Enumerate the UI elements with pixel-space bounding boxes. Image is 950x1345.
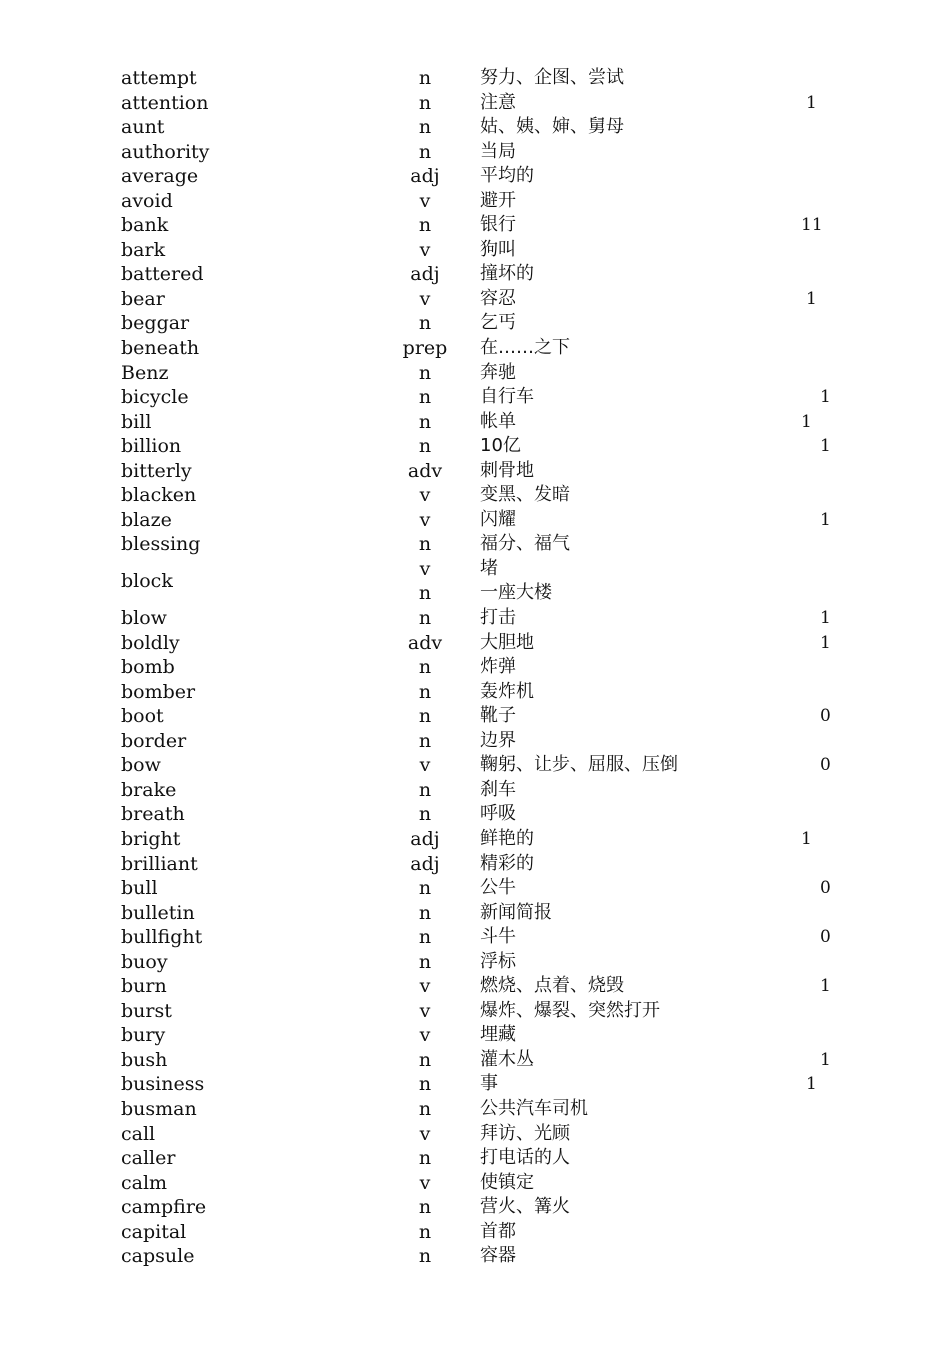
headword: attention (121, 91, 209, 114)
chinese-meaning: 呼吸 (480, 803, 516, 825)
chinese-meaning: 轰炸机 (480, 680, 534, 702)
part-of-speech: n (418, 386, 432, 409)
chinese-meaning: 帐单 (480, 410, 516, 432)
sense (0, 581, 950, 606)
headword: bill (121, 410, 152, 433)
part-of-speech: n (418, 1147, 432, 1170)
sense (0, 655, 950, 680)
headword: bush (121, 1048, 168, 1071)
table-row (0, 1072, 950, 1097)
table-row (0, 999, 950, 1024)
sense (0, 1023, 950, 1048)
count-value: 1 (820, 976, 831, 997)
count-value: 1 (801, 411, 812, 432)
part-of-speech: n (418, 729, 432, 752)
sense (0, 508, 950, 533)
count-value: 1 (806, 288, 817, 309)
headword: average (121, 165, 199, 188)
part-of-speech: n (418, 705, 432, 728)
part-of-speech: v (419, 557, 431, 580)
table-row (0, 189, 950, 214)
headword: boldly (121, 631, 180, 654)
table-row (0, 778, 950, 803)
part-of-speech: n (418, 1220, 432, 1243)
headword: block (121, 569, 173, 592)
headword: aunt (121, 116, 165, 139)
headword: bulletin (121, 901, 195, 924)
headword: blacken (121, 484, 197, 507)
chinese-meaning: 10亿 (480, 435, 521, 457)
part-of-speech: v (419, 1024, 431, 1047)
chinese-meaning: 灌木丛 (480, 1048, 534, 1070)
part-of-speech: adv (407, 459, 443, 482)
table-row (0, 115, 950, 140)
part-of-speech: n (418, 680, 432, 703)
table-row (0, 164, 950, 189)
part-of-speech: v (419, 238, 431, 261)
chinese-meaning: 当局 (480, 140, 516, 162)
sense (0, 680, 950, 705)
part-of-speech: n (418, 1245, 432, 1268)
headword: attempt (121, 67, 197, 89)
table-row (0, 385, 950, 410)
table-row (0, 66, 950, 91)
chinese-meaning: 变黑、发暗 (480, 484, 570, 506)
chinese-meaning: 首都 (480, 1220, 516, 1242)
table-row (0, 802, 950, 827)
chinese-meaning: 努力、企图、尝试 (480, 67, 624, 88)
part-of-speech: v (419, 1171, 431, 1194)
headword: busman (121, 1097, 197, 1120)
table-row (0, 410, 950, 435)
table-row (0, 262, 950, 287)
chinese-meaning: 姑、姨、婶、舅母 (480, 116, 624, 138)
sense (0, 876, 950, 901)
chinese-meaning: 精彩的 (480, 852, 534, 874)
part-of-speech: adj (410, 852, 440, 875)
chinese-meaning: 刹车 (480, 778, 516, 800)
chinese-meaning: 福分、福气 (480, 533, 570, 555)
part-of-speech: n (418, 214, 432, 237)
chinese-meaning: 自行车 (480, 386, 534, 408)
count-value: 11 (801, 215, 823, 236)
vocabulary-table (0, 66, 950, 1269)
table-row (0, 753, 950, 778)
count-value: 1 (820, 1049, 831, 1070)
sense (0, 189, 950, 214)
table-row (0, 1220, 950, 1245)
headword: battered (121, 263, 204, 286)
chinese-meaning: 狗叫 (480, 238, 516, 260)
sense (0, 1048, 950, 1073)
part-of-speech: n (418, 116, 432, 139)
part-of-speech: n (418, 803, 432, 826)
part-of-speech: n (418, 950, 432, 973)
headword: avoid (121, 189, 173, 212)
table-row (0, 1048, 950, 1073)
chinese-meaning: 鞠躬、让步、屈服、压倒 (480, 754, 678, 776)
table-row (0, 974, 950, 999)
headword: bright (121, 827, 181, 850)
chinese-meaning: 银行 (480, 214, 516, 236)
sense (0, 1146, 950, 1171)
headword: bow (121, 754, 161, 777)
part-of-speech: n (418, 312, 432, 335)
part-of-speech: adv (407, 631, 443, 654)
part-of-speech: adj (410, 827, 440, 850)
part-of-speech: n (418, 1073, 432, 1096)
chinese-meaning: 堵 (480, 557, 498, 579)
chinese-meaning: 炸弹 (480, 656, 516, 678)
part-of-speech: v (419, 484, 431, 507)
table-row (0, 1244, 950, 1269)
headword: bank (121, 214, 169, 237)
chinese-meaning: 燃烧、点着、烧毁 (480, 975, 624, 997)
sense (0, 434, 950, 459)
sense (0, 385, 950, 410)
sense (0, 852, 950, 877)
headword: bomb (121, 656, 175, 679)
table-row (0, 1023, 950, 1048)
table-row (0, 876, 950, 901)
sense (0, 1097, 950, 1122)
chinese-meaning: 新闻简报 (480, 901, 552, 923)
count-value: 1 (820, 509, 831, 530)
table-row (0, 91, 950, 116)
chinese-meaning: 在……之下 (480, 337, 570, 359)
chinese-meaning: 闪耀 (480, 508, 516, 530)
headword: breath (121, 803, 185, 826)
chinese-meaning: 打电话的人 (480, 1147, 570, 1169)
part-of-speech: n (418, 877, 432, 900)
part-of-speech: n (418, 435, 432, 458)
headword: capsule (121, 1245, 195, 1268)
sense (0, 925, 950, 950)
chinese-meaning: 撞坏的 (480, 263, 534, 285)
part-of-speech: v (419, 508, 431, 531)
headword: blow (121, 607, 167, 630)
sense (0, 262, 950, 287)
sense (0, 1244, 950, 1269)
part-of-speech: n (418, 1196, 432, 1219)
part-of-speech: n (418, 410, 432, 433)
count-value: 1 (820, 436, 831, 457)
table-row (0, 901, 950, 926)
part-of-speech: n (418, 361, 432, 384)
headword: call (121, 1122, 156, 1145)
table-row (0, 311, 950, 336)
headword: brilliant (121, 852, 198, 875)
chinese-meaning: 鲜艳的 (480, 827, 534, 849)
headword: beneath (121, 337, 200, 360)
sense (0, 778, 950, 803)
table-row (0, 336, 950, 361)
sense (0, 336, 950, 361)
table-row (0, 532, 950, 557)
headword: burn (121, 975, 167, 998)
headword: bicycle (121, 386, 189, 409)
count-value: 0 (820, 927, 831, 948)
sense (0, 459, 950, 484)
chinese-meaning: 使镇定 (480, 1171, 534, 1193)
table-row (0, 557, 950, 606)
part-of-speech: v (419, 999, 431, 1022)
count-value: 1 (806, 1074, 817, 1095)
count-value: 0 (820, 706, 831, 727)
headword: beggar (121, 312, 190, 335)
table-row (0, 1146, 950, 1171)
table-row (0, 950, 950, 975)
chinese-meaning: 拜访、光顾 (480, 1122, 570, 1144)
chinese-meaning: 公共汽车司机 (480, 1097, 588, 1119)
sense (0, 361, 950, 386)
table-row (0, 827, 950, 852)
sense (0, 753, 950, 778)
table-row (0, 140, 950, 165)
headword: bullfight (121, 926, 203, 949)
table-row (0, 1122, 950, 1147)
headword: bury (121, 1024, 166, 1047)
count-value: 1 (820, 608, 831, 629)
count-value: 0 (820, 755, 831, 776)
sense (0, 66, 950, 91)
part-of-speech: n (418, 140, 432, 163)
part-of-speech: n (418, 607, 432, 630)
sense (0, 164, 950, 189)
part-of-speech: n (418, 533, 432, 556)
headword: bull (121, 877, 158, 900)
chinese-meaning: 容器 (480, 1245, 516, 1267)
sense (0, 238, 950, 263)
part-of-speech: adj (410, 263, 440, 286)
table-row (0, 361, 950, 386)
part-of-speech: adj (410, 165, 440, 188)
part-of-speech: n (418, 778, 432, 801)
chinese-meaning: 埋藏 (480, 1024, 516, 1046)
chinese-meaning: 注意 (480, 91, 516, 113)
table-row (0, 434, 950, 459)
headword: bomber (121, 680, 196, 703)
headword: burst (121, 999, 172, 1022)
headword: Benz (121, 361, 169, 384)
count-value: 1 (820, 632, 831, 653)
sense (0, 704, 950, 729)
part-of-speech: n (418, 1097, 432, 1120)
table-row (0, 1195, 950, 1220)
table-row (0, 655, 950, 680)
sense (0, 557, 950, 582)
chinese-meaning: 容忍 (480, 287, 516, 309)
sense (0, 1171, 950, 1196)
chinese-meaning: 刺骨地 (480, 459, 534, 481)
table-row (0, 459, 950, 484)
sense (0, 802, 950, 827)
table-row (0, 1171, 950, 1196)
chinese-meaning: 乞丐 (480, 312, 516, 334)
sense (0, 901, 950, 926)
part-of-speech: n (418, 1048, 432, 1071)
table-row (0, 1097, 950, 1122)
chinese-meaning: 边界 (480, 729, 516, 751)
headword: calm (121, 1171, 168, 1194)
sense (0, 1220, 950, 1245)
headword: buoy (121, 950, 168, 973)
headword: border (121, 729, 187, 752)
chinese-meaning: 公牛 (480, 877, 516, 899)
sense (0, 140, 950, 165)
table-row (0, 508, 950, 533)
part-of-speech: n (418, 91, 432, 114)
sense (0, 606, 950, 631)
part-of-speech: prep (402, 337, 448, 360)
sense (0, 115, 950, 140)
sense (0, 311, 950, 336)
chinese-meaning: 大胆地 (480, 631, 534, 653)
sense (0, 974, 950, 999)
part-of-speech: v (419, 1122, 431, 1145)
count-value: 0 (820, 878, 831, 899)
count-value: 1 (806, 92, 817, 113)
headword: campfire (121, 1196, 207, 1219)
table-row (0, 238, 950, 263)
chinese-meaning: 避开 (480, 189, 516, 211)
part-of-speech: v (419, 189, 431, 212)
headword: business (121, 1073, 205, 1096)
part-of-speech: n (418, 926, 432, 949)
sense (0, 729, 950, 754)
count-value: 1 (820, 387, 831, 408)
count-value: 1 (801, 828, 812, 849)
part-of-speech: v (419, 754, 431, 777)
part-of-speech: n (418, 67, 432, 89)
table-row (0, 680, 950, 705)
table-row (0, 729, 950, 754)
sense (0, 950, 950, 975)
part-of-speech: v (419, 975, 431, 998)
chinese-meaning: 打击 (480, 607, 516, 629)
sense (0, 532, 950, 557)
table-row (0, 213, 950, 238)
table-row (0, 606, 950, 631)
table-row (0, 852, 950, 877)
table-row (0, 925, 950, 950)
part-of-speech: n (418, 656, 432, 679)
part-of-speech: n (418, 582, 432, 605)
sense (0, 999, 950, 1024)
chinese-meaning: 奔驰 (480, 361, 516, 383)
headword: blessing (121, 533, 201, 556)
chinese-meaning: 一座大楼 (480, 582, 552, 604)
chinese-meaning: 浮标 (480, 950, 516, 972)
table-row (0, 483, 950, 508)
chinese-meaning: 爆炸、爆裂、突然打开 (480, 999, 660, 1021)
sense (0, 483, 950, 508)
table-row (0, 704, 950, 729)
headword: caller (121, 1147, 176, 1170)
chinese-meaning: 事 (480, 1073, 498, 1095)
headword: authority (121, 140, 210, 163)
headword: blaze (121, 508, 172, 531)
table-row (0, 287, 950, 312)
chinese-meaning: 靴子 (480, 705, 516, 727)
chinese-meaning: 平均的 (480, 165, 534, 187)
part-of-speech: n (418, 901, 432, 924)
headword: brake (121, 778, 177, 801)
sense (0, 1122, 950, 1147)
chinese-meaning: 斗牛 (480, 926, 516, 948)
chinese-meaning: 营火、篝火 (480, 1196, 570, 1218)
sense (0, 631, 950, 656)
headword: bitterly (121, 459, 192, 482)
headword: capital (121, 1220, 187, 1243)
headword: bear (121, 287, 165, 310)
sense (0, 1195, 950, 1220)
headword: boot (121, 705, 164, 728)
headword: bark (121, 238, 166, 261)
part-of-speech: v (419, 287, 431, 310)
table-row (0, 631, 950, 656)
headword: billion (121, 435, 182, 458)
